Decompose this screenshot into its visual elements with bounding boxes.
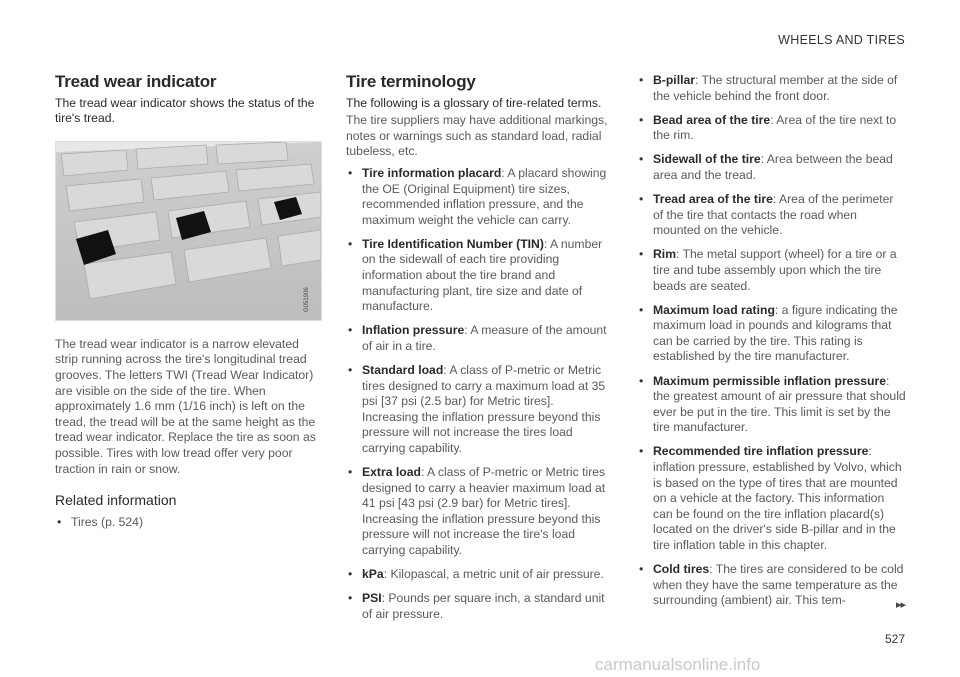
section-title-terminology: Tire terminology	[346, 72, 476, 91]
continue-arrows-icon: ▸▸	[895, 599, 905, 611]
glossary-item: • Sidewall of the tire: Area between the bead area and the tread.	[637, 152, 907, 183]
glossary-item: • Maximum load rating: a figure indicating the maximum load in pounds and kilograms that can be carried by the tire. This rating is established by the tire manufacturer.	[637, 303, 907, 365]
glossary-list-2	[637, 73, 907, 609]
related-info-title: Related information	[55, 492, 177, 509]
glossary-item: • Maximum permissible inflation pressure: the greatest amount of air pressure that should ever be put in the tire. This limit is set by the tire manufacturer.	[637, 374, 907, 436]
column-tire-terminology	[346, 74, 613, 631]
glossary-item: • Tire Identification Number (TIN): A number on the sidewall of each tire providing information about the tire brand and manufacturing plant, tire size and date of manufacture.	[346, 237, 613, 315]
running-header: WHEELS AND TIRES	[778, 33, 905, 47]
glossary-item: • Bead area of the tire: Area of the tire next to the rim.	[637, 113, 907, 144]
column-tread-wear	[55, 74, 322, 530]
glossary-item: • kPa: Kilopascal, a metric unit of air pressure.	[346, 567, 613, 583]
glossary-item: • Cold tires: The tires are considered to be cold when they have the same temperature as the surrounding (ambient) air. This tem-	[637, 562, 907, 609]
tread-wear-body: The tread wear indicator is a narrow elevated strip running across the tire's longitudinal tread grooves. The letters TWI (Tread Wear Indicator) are visible on the side of the tire. When approximately 1.6 mm (1/16 inch) is left on the tread, the tread will be at the same height as the tread wear indicator. Replace the tire as soon as possible. Tires with low tread offer very poor traction in rain or snow.	[55, 336, 316, 476]
glossary-item: • Extra load: A class of P-metric or Metric tires designed to carry a heavier maximum load at 41 psi [43 psi (2.9 bar) for Metric tires]. Increasing the inflation pressure beyond this pressure will not increase the tire's load carrying capability.	[346, 465, 613, 559]
image-code: G051906	[304, 287, 310, 312]
page-number: 527	[884, 632, 905, 646]
terminology-lead: The following is a glossary of tire-related terms.	[346, 95, 602, 110]
column-glossary-continued	[637, 73, 907, 617]
tire-tread-illustration	[55, 141, 322, 321]
tire-tread-svg	[56, 142, 321, 320]
related-info-list	[55, 515, 322, 531]
glossary-item: • Inflation pressure: A measure of the amount of air in a tire.	[346, 323, 613, 354]
glossary-item: • B-pillar: The structural member at the side of the vehicle behind the front door.	[637, 73, 907, 104]
glossary-item: • Recommended tire inflation pressure: inflation pressure, established by Volvo, which is based on the type of tires that are mounted on a vehicle at the factory. This information can be found on the tire inflation placard(s) located on the driver's side B-pillar and in the tire inflation table in this chapter.	[637, 444, 907, 553]
glossary-list-1	[346, 166, 613, 622]
glossary-item: • PSI: Pounds per square inch, a standard unit of air pressure.	[346, 591, 613, 622]
glossary-item: • Rim: The metal support (wheel) for a tire or a tire and tube assembly upon which the tire beads are seated.	[637, 247, 907, 294]
glossary-item: • Standard load: A class of P-metric or Metric tires designed to carry a maximum load at 35 psi [37 psi (2.5 bar) for Metric tires]. Increasing the inflation pressure beyond this pressure will not increase the tires load carrying capability.	[346, 363, 613, 457]
terminology-intro: The tire suppliers may have additional markings, notes or warnings such as standard load, radial tubeless, etc.	[346, 113, 608, 159]
glossary-item: • Tire information placard: A placard showing the OE (Original Equipment) tire sizes, recommended inflation pressure, and the maximum weight the vehicle can carry.	[346, 166, 613, 228]
section-title-tread-wear: Tread wear indicator	[55, 72, 217, 91]
glossary-item: • Tread area of the tire: Area of the perimeter of the tire that contacts the road when mounted on the vehicle.	[637, 192, 907, 239]
section-lead: The tread wear indicator shows the status of the tire's tread.	[55, 95, 315, 126]
related-link-tires[interactable]: • Tires (p. 524)	[55, 515, 322, 531]
watermark: carmanualsonline.info	[595, 655, 761, 674]
